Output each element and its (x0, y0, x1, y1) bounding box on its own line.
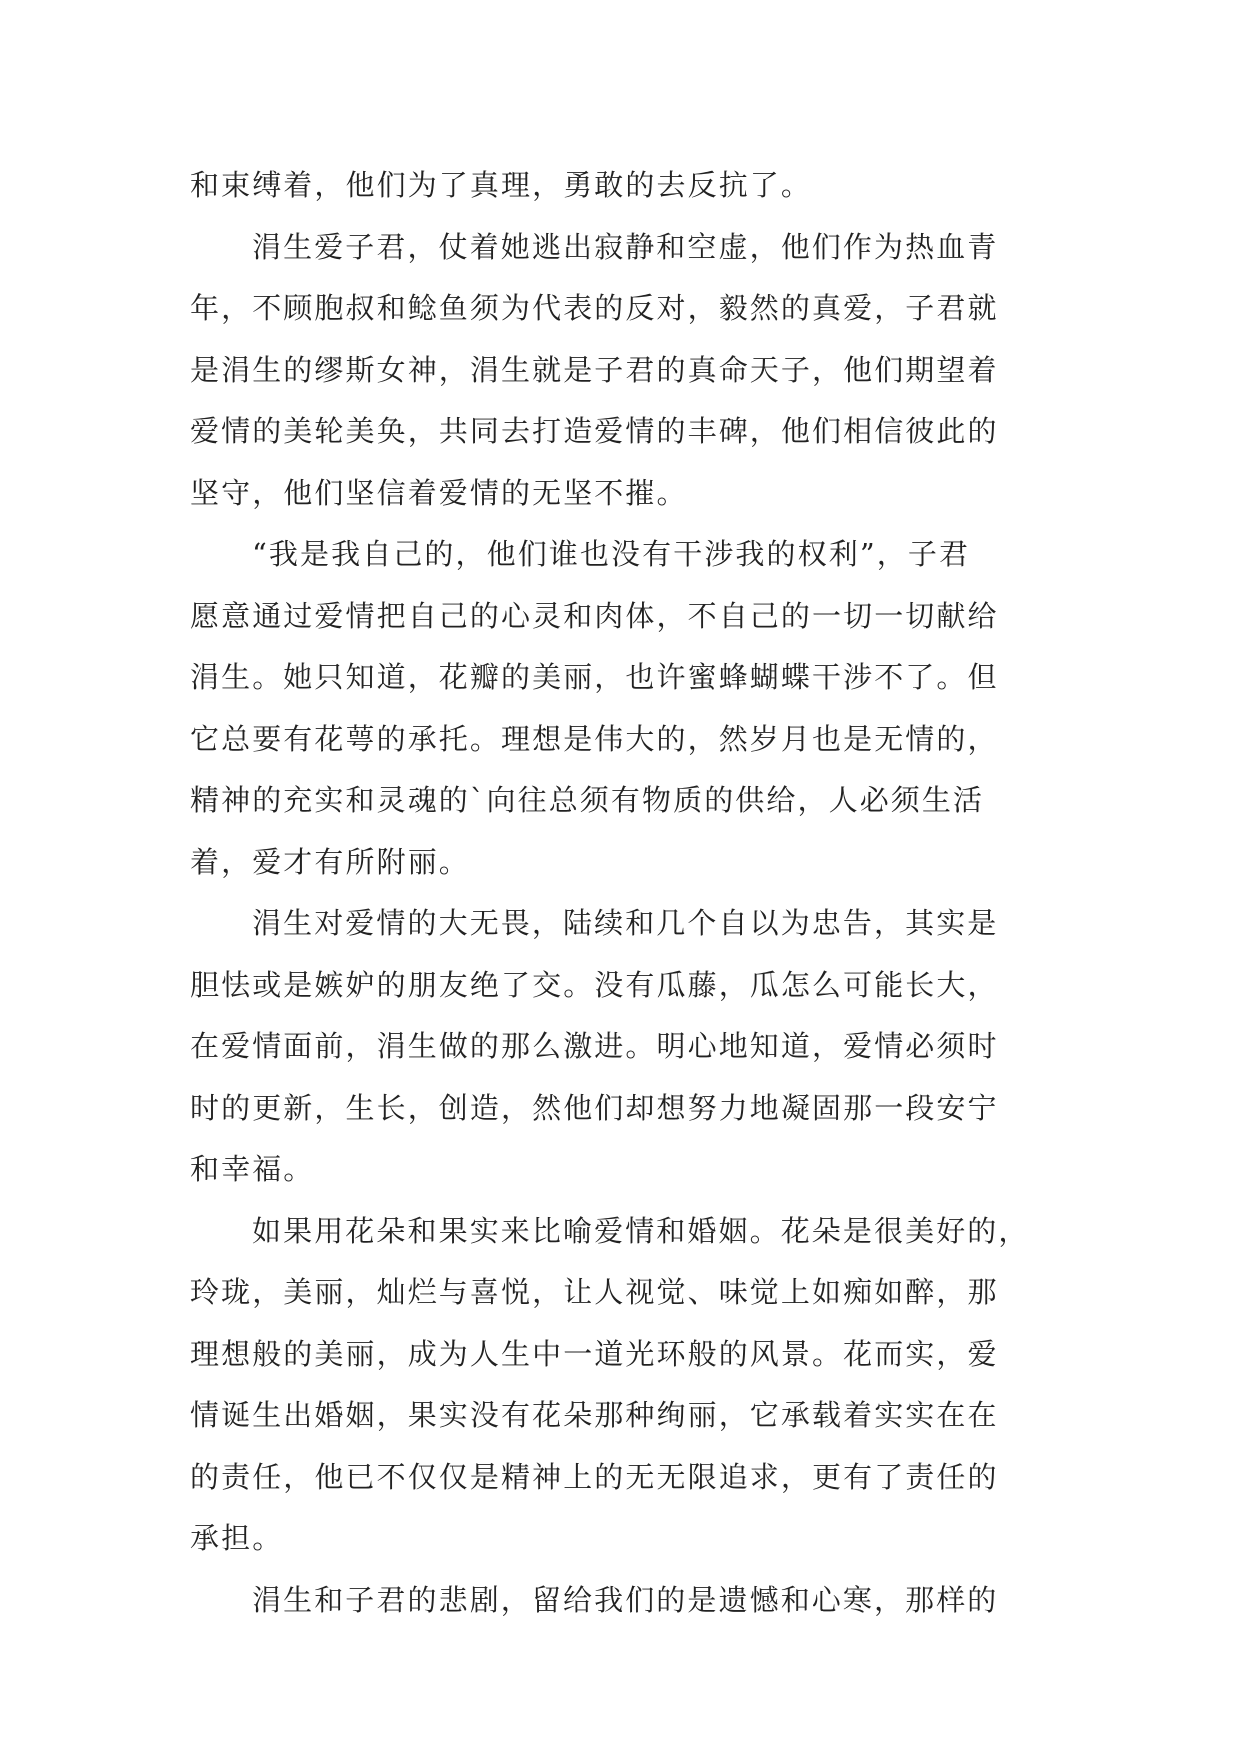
text-line: 愿意通过爱情把自己的心灵和肉体，不自己的一切一切献给 (190, 598, 999, 633)
paragraph (190, 1570, 1070, 1632)
text-line: 坚守，他们坚信着爱情的无坚不摧。 (190, 475, 688, 510)
text-line: 着，爱才有所附丽。 (190, 844, 470, 879)
text-line: 是涓生的缪斯女神，涓生就是子君的真命天子，他们期望着 (190, 352, 999, 387)
text-line: 精神的充实和灵魂的`向往总须有物质的供给，人必须生活 (190, 783, 985, 817)
text-line: 时的更新，生长，创造，然他们却想努力地凝固那一段安宁 (190, 1090, 999, 1125)
text-line: 情诞生出婚姻，果实没有花朵那种绚丽，它承载着实实在在 (190, 1398, 999, 1432)
text-line: 涓生。她只知道，花瓣的美丽，也许蜜蜂蝴蝶干涉不了。但 (190, 660, 999, 694)
document-body (190, 155, 1070, 1631)
text-line: “我是我自己的，他们谁也没有干涉我的权利”，子君 (252, 537, 971, 571)
paragraph (190, 524, 1070, 893)
paragraph (190, 155, 1070, 217)
text-line: 胆怯或是嫉妒的朋友绝了交。没有瓜藤，瓜怎么可能长大， (190, 967, 999, 1002)
text-line: 和幸福。 (190, 1152, 315, 1186)
paragraph (190, 893, 1070, 1201)
text-line: 和束缚着，他们为了真理，勇敢的去反抗了。 (190, 168, 813, 202)
text-line: 涓生和子君的悲剧，留给我们的是遗憾和心寒，那样的 (252, 1582, 999, 1617)
text-line: 在爱情面前，涓生做的那么激进。明心地知道，爱情必须时 (190, 1029, 999, 1063)
text-line: 涓生爱子君，仗着她逃出寂静和空虚，他们作为热血青 (252, 229, 999, 264)
text-line: 理想般的美丽，成为人生中一道光环般的风景。花而实，爱 (190, 1336, 999, 1371)
text-line: 承担。 (190, 1521, 284, 1555)
text-line: 的责任，他已不仅仅是精神上的无无限追求，更有了责任的 (190, 1459, 999, 1494)
text-line: 它总要有花萼的承托。理想是伟大的，然岁月也是无情的， (190, 721, 999, 756)
text-line: 爱情的美轮美奂，共同去打造爱情的丰碑，他们相信彼此的 (190, 414, 999, 448)
text-line: 玲珑，美丽，灿烂与喜悦，让人视觉、味觉上如痴如醉，那 (190, 1275, 999, 1309)
text-line: 年，不顾胞叔和鲶鱼须为代表的反对，毅然的真爱，子君就 (190, 291, 999, 325)
text-line: 如果用花朵和果实来比喻爱情和婚姻。花朵是很美好的， (252, 1213, 1030, 1248)
text-line: 涓生对爱情的大无畏，陆续和几个自以为忠告，其实是 (252, 906, 999, 940)
paragraph (190, 1201, 1070, 1570)
paragraph (190, 217, 1070, 525)
